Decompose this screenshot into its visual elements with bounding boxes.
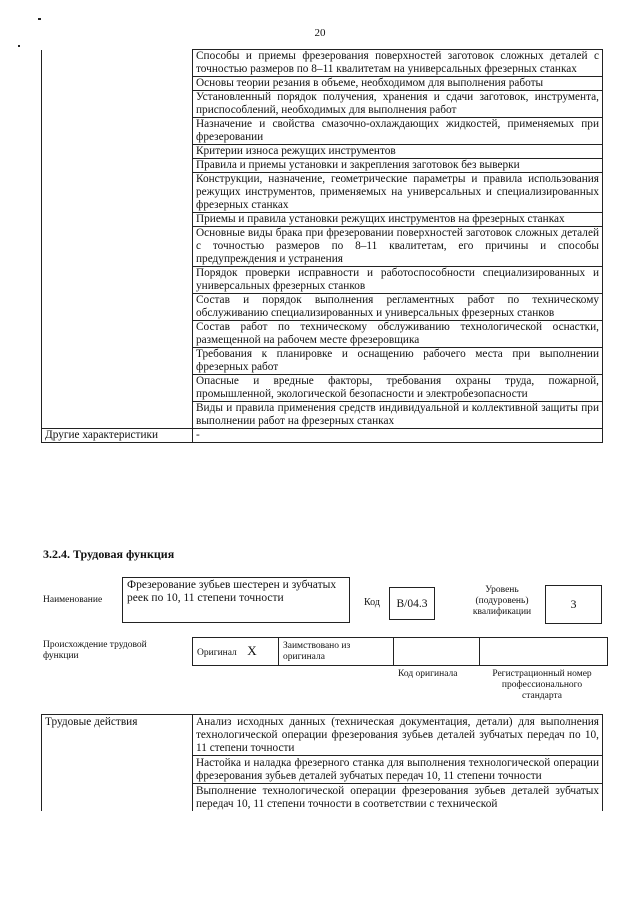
knowledge-item: Критерии износа режущих инструментов — [193, 145, 603, 159]
knowledge-label-cell — [42, 50, 193, 429]
scan-speck — [38, 18, 41, 20]
borrowed-label: Заимствовано из оригинала — [279, 638, 394, 666]
original-mark: X — [247, 642, 257, 658]
reg-number-cell — [480, 638, 608, 666]
knowledge-item: Правила и приемы установки и закрепления заготовок без выверки — [193, 159, 603, 173]
actions-table — [41, 714, 603, 811]
other-characteristics-value: - — [193, 429, 603, 443]
name-label: Наименование — [43, 595, 103, 605]
actions-label: Трудовые действия — [42, 715, 193, 812]
code-original-label: Код оригинала — [398, 669, 458, 679]
code-original-cell — [394, 638, 480, 666]
knowledge-item: Порядок проверки исправности и работоспособности специализированных и универсальных фрезерных станков — [193, 267, 603, 294]
knowledge-item: Опасные и вредные факторы, требования охраны труда, пожарной, промышленной, экологической безопасности и электробезопасности — [193, 375, 603, 402]
function-level: 3 — [545, 585, 602, 624]
knowledge-item: Основные виды брака при фрезеровании поверхностей заготовок сложных деталей с точностью размеров по 8–11 квалитетам, его причины и способы предупреждения и устранения — [193, 227, 603, 267]
function-name: Фрезерование зубьев шестерен и зубчатых реек по 10, 11 степени точности — [122, 577, 350, 623]
original-cell — [193, 638, 279, 666]
scan-speck — [18, 45, 20, 47]
code-label: Код — [364, 597, 380, 608]
knowledge-table — [41, 49, 603, 443]
knowledge-item: Требования к планировке и оснащению рабочего места при выполнении фрезерных работ — [193, 348, 603, 375]
knowledge-item: Состав работ по техническому обслуживанию технологической оснастки, размещенной на рабочем месте фрезеровщика — [193, 321, 603, 348]
knowledge-item: Основы теории резания в объеме, необходимом для выполнения работы — [193, 77, 603, 91]
origin-table — [192, 637, 608, 666]
knowledge-item: Виды и правила применения средств индивидуальной и коллективной защиты при выполнении работ на фрезерных станках — [193, 402, 603, 429]
knowledge-item: Конструкции, назначение, геометрические параметры и правила использования режущих инструментов, применяемых на универсальных и специализированных фрезерных станках — [193, 173, 603, 213]
knowledge-item: Способы и приемы фрезерования поверхностей заготовок сложных деталей с точностью размеров по 8–11 квалитетам на универсальных фрезерных станках — [193, 50, 603, 77]
reg-number-label: Регистрационный номер профессионального стандарта — [492, 669, 592, 701]
action-item: Выполнение технологической операции фрезерования зубьев деталей зубчатых передач 10, 11 степени точности в соответствии с технической — [193, 784, 603, 812]
level-label: Уровень (подуровень) квалификации — [472, 585, 532, 617]
origin-label: Происхождение трудовой функции — [43, 640, 147, 661]
knowledge-item: Приемы и правила установки режущих инструментов на фрезерных станках — [193, 213, 603, 227]
knowledge-item: Назначение и свойства смазочно-охлаждающих жидкостей, применяемых при фрезеровании — [193, 118, 603, 145]
knowledge-item: Состав и порядок выполнения регламентных работ по техническому обслуживанию специализированных и универсальных фрезерных станков — [193, 294, 603, 321]
other-characteristics-label: Другие характеристики — [42, 429, 193, 443]
section-title: 3.2.4. Трудовая функция — [43, 547, 175, 561]
knowledge-item: Установленный порядок получения, хранения и сдачи заготовок, инструмента, приспособлений, необходимых для выполнения работ — [193, 91, 603, 118]
action-item: Анализ исходных данных (техническая документация, детали) для выполнения технологической операции фрезерования зубьев деталей зубчатых передач по 10, 11 степени точности — [193, 715, 603, 756]
original-label: Оригинал — [197, 647, 237, 658]
function-code: B/04.3 — [389, 587, 435, 620]
page-number: 20 — [314, 27, 326, 39]
action-item: Настойка и наладка фрезерного станка для выполнения технологической операции фрезерования зубьев деталей зубчатых передач 10, 11 степени точности — [193, 756, 603, 784]
